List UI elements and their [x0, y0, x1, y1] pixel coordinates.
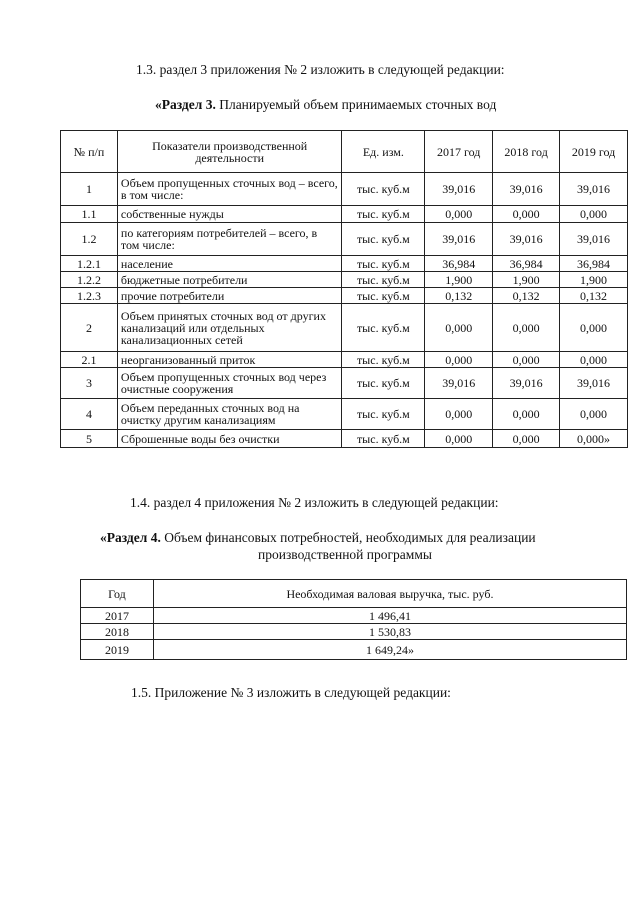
cell-name: бюджетные потребители [117, 272, 342, 288]
cell-2018: 1,900 [493, 272, 560, 288]
header-revenue: Необходимая валовая выручка, тыс. руб. [153, 580, 626, 608]
cell-2017: 1,900 [425, 272, 493, 288]
header-num: № п/п [61, 131, 118, 173]
cell-2019: 0,000» [560, 430, 628, 448]
header-unit: Ед. изм. [342, 131, 425, 173]
cell-2017: 0,132 [425, 288, 493, 304]
cell-name: по категориям потребителей – всего, в том числе: [117, 223, 342, 256]
cell-unit: тыс. куб.м [342, 288, 425, 304]
cell-name: Объем принятых сточных вод от других канализаций или отдельных канализационных сетей [117, 304, 342, 352]
section-3-title-bold: «Раздел 3. [155, 97, 216, 112]
cell-unit: тыс. куб.м [342, 173, 425, 206]
cell-unit: тыс. куб.м [342, 206, 425, 223]
cell-name: население [117, 256, 342, 272]
table-row [61, 206, 628, 223]
cell-2017: 39,016 [425, 173, 493, 206]
cell-unit: тыс. куб.м [342, 304, 425, 352]
cell-num: 1.2.3 [61, 288, 118, 304]
cell-year: 2017 [81, 608, 154, 624]
cell-name: Сброшенные воды без очистки [117, 430, 342, 448]
cell-num: 1.2 [61, 223, 118, 256]
table-row [61, 304, 628, 352]
table-header-row [81, 580, 627, 608]
cell-2018: 0,000 [493, 430, 560, 448]
cell-2018: 0,000 [493, 352, 560, 368]
cell-2017: 0,000 [425, 304, 493, 352]
cell-2017: 0,000 [425, 352, 493, 368]
cell-year: 2018 [81, 624, 154, 640]
table-row [61, 399, 628, 430]
cell-2017: 39,016 [425, 368, 493, 399]
cell-2017: 0,000 [425, 430, 493, 448]
section-1-5-intro: 1.5. Приложение № 3 изложить в следующей редакции: [131, 685, 451, 700]
table-row [81, 608, 627, 624]
cell-unit: тыс. куб.м [342, 272, 425, 288]
cell-2018: 39,016 [493, 223, 560, 256]
cell-2019: 0,000 [560, 352, 628, 368]
cell-unit: тыс. куб.м [342, 352, 425, 368]
cell-2018: 36,984 [493, 256, 560, 272]
section-3-title [155, 97, 496, 113]
table-revenue [80, 579, 627, 660]
cell-revenue: 1 530,83 [153, 624, 626, 640]
cell-2017: 36,984 [425, 256, 493, 272]
table-row [81, 624, 627, 640]
cell-2017: 39,016 [425, 223, 493, 256]
cell-num: 2 [61, 304, 118, 352]
cell-2019: 0,000 [560, 304, 628, 352]
cell-2018: 0,000 [493, 399, 560, 430]
cell-name: Объем переданных сточных вод на очистку другим канализациям [117, 399, 342, 430]
section-1-4-intro: 1.4. раздел 4 приложения № 2 изложить в следующей редакции: [130, 495, 499, 510]
table-row [61, 173, 628, 206]
header-year: Год [81, 580, 154, 608]
cell-num: 1 [61, 173, 118, 206]
cell-2018: 0,132 [493, 288, 560, 304]
cell-2017: 0,000 [425, 399, 493, 430]
cell-unit: тыс. куб.м [342, 256, 425, 272]
cell-2019: 0,000 [560, 399, 628, 430]
cell-num: 1.1 [61, 206, 118, 223]
table-row [61, 368, 628, 399]
cell-unit: тыс. куб.м [342, 399, 425, 430]
header-indicator: Показатели производственной деятельности [117, 131, 342, 173]
cell-unit: тыс. куб.м [342, 430, 425, 448]
cell-name: Объем пропущенных сточных вод – всего, в том числе: [117, 173, 342, 206]
cell-name: Объем пропущенных сточных вод через очистные сооружения [117, 368, 342, 399]
header-2017: 2017 год [425, 131, 493, 173]
table-row [81, 640, 627, 660]
cell-num: 1.2.1 [61, 256, 118, 272]
cell-num: 5 [61, 430, 118, 448]
cell-unit: тыс. куб.м [342, 223, 425, 256]
cell-2019: 0,132 [560, 288, 628, 304]
cell-unit: тыс. куб.м [342, 368, 425, 399]
table-header-row [61, 131, 628, 173]
cell-revenue: 1 496,41 [153, 608, 626, 624]
cell-2018: 0,000 [493, 304, 560, 352]
section-3-title-text: Планируемый объем принимаемых сточных вод [215, 97, 497, 112]
section-4-title-line2: производственной программы [258, 547, 432, 562]
cell-2018: 39,016 [493, 173, 560, 206]
cell-name: неорганизованный приток [117, 352, 342, 368]
table-row [61, 272, 628, 288]
header-2018: 2018 год [493, 131, 560, 173]
table-wastewater [60, 130, 628, 448]
table-row [61, 430, 628, 448]
section-4-title-bold: «Раздел 4. [100, 530, 161, 545]
cell-num: 2.1 [61, 352, 118, 368]
cell-num: 1.2.2 [61, 272, 118, 288]
cell-2018: 39,016 [493, 368, 560, 399]
cell-2017: 0,000 [425, 206, 493, 223]
cell-2019: 1,900 [560, 272, 628, 288]
cell-2019: 39,016 [560, 223, 628, 256]
cell-num: 4 [61, 399, 118, 430]
cell-name: собственные нужды [117, 206, 342, 223]
cell-year: 2019 [81, 640, 154, 660]
section-4-title [100, 530, 536, 546]
table-row [61, 288, 628, 304]
cell-num: 3 [61, 368, 118, 399]
header-2019: 2019 год [560, 131, 628, 173]
cell-2018: 0,000 [493, 206, 560, 223]
cell-2019: 39,016 [560, 368, 628, 399]
section-4-title-text: Объем финансовых потребностей, необходимых для реализации [160, 530, 536, 545]
section-1-3-intro: 1.3. раздел 3 приложения № 2 изложить в следующей редакции: [136, 62, 505, 77]
cell-2019: 0,000 [560, 206, 628, 223]
table-row [61, 256, 628, 272]
table-row [61, 223, 628, 256]
cell-2019: 39,016 [560, 173, 628, 206]
cell-name: прочие потребители [117, 288, 342, 304]
cell-2019: 36,984 [560, 256, 628, 272]
cell-revenue: 1 649,24» [153, 640, 626, 660]
table-row [61, 352, 628, 368]
